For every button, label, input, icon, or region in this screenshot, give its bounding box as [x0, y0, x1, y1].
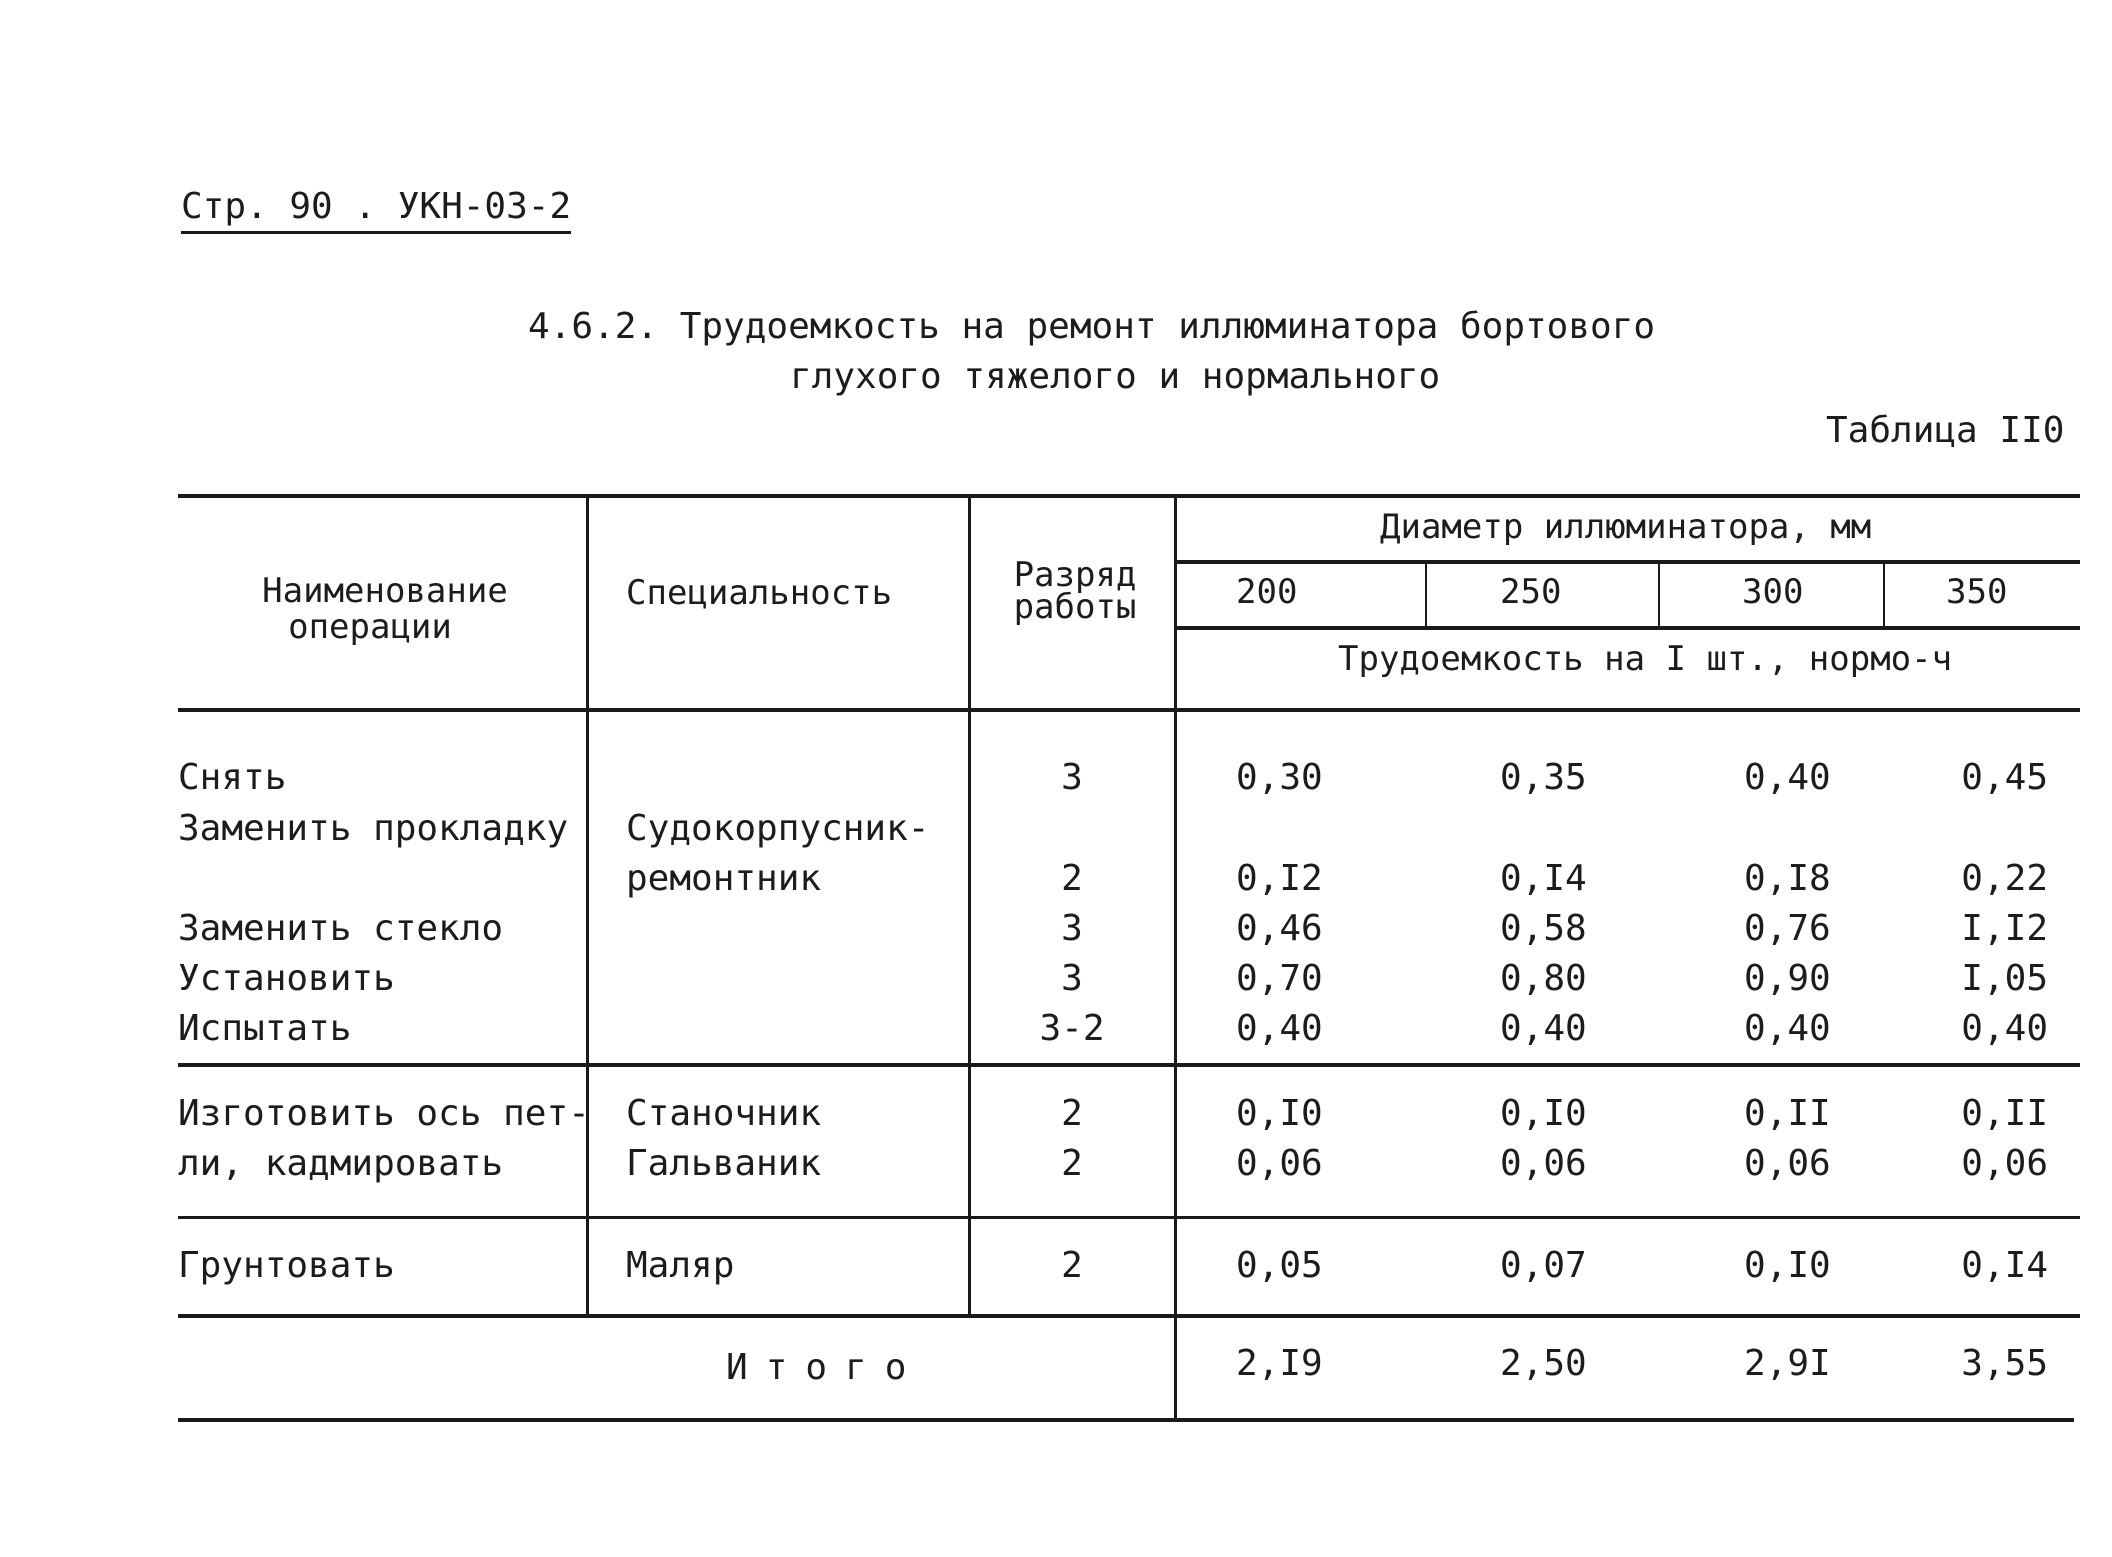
section-title-line-1: 4.6.2. Трудоемкость на ремонт иллюминатора бортового	[528, 306, 1656, 347]
row-operation: Заменить прокладку	[178, 808, 569, 849]
row-value-300: 0,76	[1744, 908, 1831, 949]
table-top-rule	[178, 494, 2080, 498]
diameter-divider-2	[1658, 562, 1660, 628]
col-divider-1	[586, 496, 589, 1316]
diameter-divider-1	[1425, 562, 1427, 628]
row-value-350: 0,II	[1961, 1093, 2048, 1134]
group-1-bottom-rule	[178, 1063, 2080, 1067]
row-operation: Испытать	[178, 1008, 352, 1049]
total-value-300: 2,9I	[1744, 1343, 1831, 1384]
row-operation: Заменить стекло	[178, 908, 504, 949]
row-operation: ли, кадмировать	[178, 1143, 504, 1184]
row-operation: Установить	[178, 958, 395, 999]
row-value-250: 0,06	[1500, 1143, 1587, 1184]
row-operation: Снять	[178, 757, 287, 798]
row-value-250: 0,58	[1500, 908, 1587, 949]
row-value-200: 0,46	[1236, 908, 1323, 949]
row-value-250: 0,I0	[1500, 1093, 1587, 1134]
row-value-350: I,05	[1961, 958, 2048, 999]
row-value-250: 0,I4	[1500, 858, 1587, 899]
total-value-350: 3,55	[1961, 1343, 2048, 1384]
row-value-350: I,I2	[1961, 908, 2048, 949]
header-diameter-250: 250	[1500, 572, 1562, 612]
table-bottom-rule	[178, 1418, 2074, 1422]
header-diameter-350: 350	[1946, 572, 2008, 612]
row-value-250: 0,35	[1500, 757, 1587, 798]
total-value-250: 2,50	[1500, 1343, 1587, 1384]
row-grade: 3-2	[1039, 1008, 1105, 1049]
total-value-200: 2,I9	[1236, 1343, 1323, 1384]
row-value-300: 0,II	[1744, 1093, 1831, 1134]
row-value-200: 0,70	[1236, 958, 1323, 999]
row-value-200: 0,05	[1236, 1245, 1323, 1286]
col-divider-2	[968, 496, 971, 1316]
row-value-300: 0,I8	[1744, 858, 1831, 899]
row-value-300: 0,I0	[1744, 1245, 1831, 1286]
header-labor: Трудоемкость на I шт., нормо-ч	[1338, 639, 1953, 679]
section-title-line-2: глухого тяжелого и нормального	[790, 356, 1441, 397]
row-value-200: 0,06	[1236, 1143, 1323, 1184]
header-grade	[982, 555, 1168, 627]
row-grade: 2	[1061, 1143, 1083, 1184]
row-value-300: 0,40	[1744, 757, 1831, 798]
specialty-hull-line-1: Судокорпусник-	[626, 808, 930, 849]
row-value-250: 0,80	[1500, 958, 1587, 999]
diameter-values-rule	[1177, 626, 2080, 630]
row-value-200: 0,I0	[1236, 1093, 1323, 1134]
page-header: Стр. 90 . УКН-03-2	[181, 186, 571, 234]
row-value-200: 0,40	[1236, 1008, 1323, 1049]
row-value-300: 0,06	[1744, 1143, 1831, 1184]
header-operation-line-1: Наименование	[262, 571, 508, 611]
row-grade: 2	[1061, 1245, 1083, 1286]
specialty-galvanic: Гальваник	[626, 1143, 822, 1184]
row-grade: 3	[1061, 958, 1083, 999]
group-2-bottom-rule	[178, 1216, 2080, 1219]
row-value-250: 0,40	[1500, 1008, 1587, 1049]
header-diameter: Диаметр иллюминатора, мм	[1380, 507, 1872, 547]
row-value-200: 0,30	[1236, 757, 1323, 798]
header-specialty: Специальность	[626, 573, 893, 613]
row-value-200: 0,I2	[1236, 858, 1323, 899]
row-value-350: 0,40	[1961, 1008, 2048, 1049]
row-value-350: 0,22	[1961, 858, 2048, 899]
header-diameter-300: 300	[1742, 572, 1804, 612]
row-value-250: 0,07	[1500, 1245, 1587, 1286]
specialty-hull-line-2: ремонтник	[626, 858, 822, 899]
header-grade-line-2: работы	[1013, 587, 1137, 627]
row-value-350: 0,06	[1961, 1143, 2048, 1184]
row-grade: 2	[1061, 1093, 1083, 1134]
row-grade: 2	[1061, 858, 1083, 899]
row-value-300: 0,40	[1744, 1008, 1831, 1049]
col-divider-3	[1174, 496, 1177, 1420]
row-grade: 3	[1061, 908, 1083, 949]
total-label: Итого	[726, 1347, 925, 1388]
row-grade: 3	[1061, 757, 1083, 798]
diameter-divider-3	[1883, 562, 1885, 628]
row-operation: Грунтовать	[178, 1245, 395, 1286]
header-diameter-200: 200	[1236, 572, 1298, 612]
diameter-header-rule	[1177, 560, 2080, 564]
row-value-350: 0,I4	[1961, 1245, 2048, 1286]
header-grade-line-1: Разряд	[1013, 555, 1137, 595]
table-number: Таблица II0	[1826, 410, 2065, 451]
header-bottom-rule	[178, 708, 2080, 712]
specialty-machinist: Станочник	[626, 1093, 822, 1134]
header-operation	[190, 571, 580, 647]
header-operation-line-2: операции	[288, 607, 452, 647]
row-value-300: 0,90	[1744, 958, 1831, 999]
row-operation: Изготовить ось пет-	[178, 1093, 590, 1134]
row-value-350: 0,45	[1961, 757, 2048, 798]
specialty-painter: Маляр	[626, 1245, 735, 1286]
group-3-bottom-rule	[178, 1314, 2080, 1318]
